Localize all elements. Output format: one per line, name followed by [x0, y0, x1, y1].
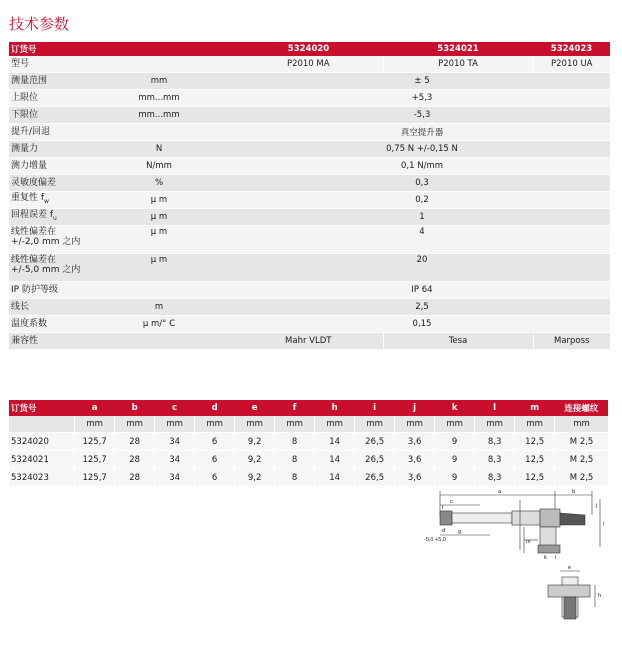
dims-units-row: [9, 416, 608, 433]
spec-row: [9, 192, 610, 209]
row-value: 0,1 N/mm: [234, 158, 610, 175]
dims-header-cell: m: [515, 400, 555, 416]
spec-row: [9, 107, 610, 124]
dims-cell: 9,2: [235, 433, 275, 451]
dims-cell: 28: [115, 469, 155, 487]
dims-header-cell: j: [395, 400, 435, 416]
spec-header-order: 订货号: [9, 42, 84, 56]
dims-unit-cell: mm: [555, 416, 608, 433]
label-b: b: [572, 489, 576, 495]
dims-cell: 26,5: [355, 469, 395, 487]
spec-row: [9, 73, 610, 90]
dims-cell: 12,5: [515, 451, 555, 469]
page-title: 技术参数: [9, 15, 70, 33]
row-label: 型号: [9, 56, 84, 73]
row-unit: [84, 333, 234, 350]
label-k: k: [544, 555, 547, 561]
dims-cell: 125,7: [75, 451, 115, 469]
dims-header-cell: d: [195, 400, 235, 416]
dims-cell: 14: [315, 433, 355, 451]
dims-unit-cell: mm: [475, 416, 515, 433]
label-f: f: [442, 505, 444, 511]
dims-unit-cell: mm: [355, 416, 395, 433]
dims-header-cell: b: [115, 400, 155, 416]
spec-row: [9, 226, 610, 254]
dims-cell: 8: [275, 469, 315, 487]
dims-cell: 5324023: [9, 469, 75, 487]
dims-unit-cell: mm: [435, 416, 475, 433]
row-label: 下限位: [9, 107, 84, 124]
dims-header-row: [9, 400, 608, 416]
dims-unit-cell: mm: [155, 416, 195, 433]
table-row: [9, 433, 608, 451]
row-value: 真空提升器: [234, 124, 610, 141]
dims-cell: 8: [275, 433, 315, 451]
model-3: P2010 UA: [533, 56, 610, 73]
spec-header-col2: 5324021: [383, 42, 533, 56]
row-label: 兼容性: [9, 333, 84, 350]
dims-unit-cell: mm: [75, 416, 115, 433]
spec-row: [9, 175, 610, 192]
row-value: 1: [234, 209, 610, 226]
dims-cell: 26,5: [355, 451, 395, 469]
row-label: 重复性 $f_w$: [9, 192, 84, 209]
row-value: ± 5: [234, 73, 610, 90]
dims-unit-cell: mm: [115, 416, 155, 433]
row-label: 测量力: [9, 141, 84, 158]
spec-row-model: [9, 56, 610, 73]
spec-row: [9, 90, 610, 107]
label-e: e: [568, 565, 572, 571]
row-unit: μ m: [84, 254, 234, 282]
dims-cell: 8,3: [475, 451, 515, 469]
dims-header-cell: 订货号: [9, 400, 75, 416]
dims-header-cell: e: [235, 400, 275, 416]
row-value: 2,5: [234, 299, 610, 316]
row-value: 20: [234, 254, 610, 282]
dims-unit-cell: mm: [515, 416, 555, 433]
spec-header-col3: 5324023: [533, 42, 610, 56]
row-label: IP 防护等级: [9, 282, 84, 299]
row-label: 线性偏差在 +/-5,0 mm 之内: [9, 254, 84, 282]
dims-cell: 8,3: [475, 433, 515, 451]
spec-row: [9, 282, 610, 299]
dims-header-cell: k: [435, 400, 475, 416]
dims-cell: 8,3: [475, 469, 515, 487]
row-unit: [84, 282, 234, 299]
row-unit: μ m: [84, 192, 234, 209]
label-l: l: [555, 555, 557, 561]
label-h: h: [598, 593, 602, 599]
dims-cell: 34: [155, 451, 195, 469]
label-a: a: [498, 489, 502, 495]
row-label: 提升/回退: [9, 124, 84, 141]
row-label: 测力增量: [9, 158, 84, 175]
dims-header-cell: a: [75, 400, 115, 416]
dims-unit-cell: mm: [195, 416, 235, 433]
row-unit: m: [84, 299, 234, 316]
dims-cell: M 2,5: [555, 469, 608, 487]
dims-cell: 125,7: [75, 469, 115, 487]
row-label: 上限位: [9, 90, 84, 107]
row-label: 测量范围: [9, 73, 84, 90]
spec-row: [9, 316, 610, 333]
table-row: [9, 451, 608, 469]
dims-unit-cell: [9, 416, 75, 433]
row-label: 回程误差 $f_u$: [9, 209, 84, 226]
dims-unit-cell: mm: [235, 416, 275, 433]
dims-cell: 5324021: [9, 451, 75, 469]
spec-header-unit: [84, 42, 234, 56]
row-label: 灵敏度偏差: [9, 175, 84, 192]
dims-cell: 9: [435, 451, 475, 469]
row-unit: [84, 124, 234, 141]
label-m: m: [526, 539, 531, 545]
row-label: 线性偏差在 +/-2,0 mm 之内: [9, 226, 84, 254]
dims-cell: 34: [155, 433, 195, 451]
row-label: 线长: [9, 299, 84, 316]
label-range: -5,0 +5,0: [424, 537, 446, 543]
dims-cell: 9: [435, 469, 475, 487]
row-unit: %: [84, 175, 234, 192]
row-unit: mm...mm: [84, 90, 234, 107]
spec-table: [9, 42, 610, 350]
dims-cell: 5324020: [9, 433, 75, 451]
dims-cell: 28: [115, 451, 155, 469]
row-value: -5,3: [234, 107, 610, 124]
dims-cell: 8: [275, 451, 315, 469]
row-label: 温度系数: [9, 316, 84, 333]
dims-cell: 14: [315, 469, 355, 487]
row-value: +5,3: [234, 90, 610, 107]
row-unit: μ m: [84, 209, 234, 226]
compat-3: Marposs: [533, 333, 610, 350]
dims-cell: 3,6: [395, 469, 435, 487]
row-unit: mm...mm: [84, 107, 234, 124]
compat-2: Tesa: [383, 333, 533, 350]
dims-header-cell: i: [355, 400, 395, 416]
row-value: 4: [234, 226, 610, 254]
spec-header-row: [9, 42, 610, 56]
row-value: 0,2: [234, 192, 610, 209]
label-c: c: [450, 499, 453, 505]
dims-header-cell: l: [475, 400, 515, 416]
label-g: g: [458, 529, 462, 535]
spec-row: [9, 209, 610, 226]
dims-cell: 6: [195, 433, 235, 451]
dims-cell: 9,2: [235, 451, 275, 469]
dims-cell: 34: [155, 469, 195, 487]
row-value: 0,75 N +/-0,15 N: [234, 141, 610, 158]
dims-cell: M 2,5: [555, 433, 608, 451]
dims-cell: 14: [315, 451, 355, 469]
row-value: IP 64: [234, 282, 610, 299]
row-unit: mm: [84, 73, 234, 90]
dims-cell: 3,6: [395, 451, 435, 469]
dims-header-cell: 连接螺纹: [555, 400, 608, 416]
dims-cell: 9: [435, 433, 475, 451]
model-2: P2010 TA: [383, 56, 533, 73]
dims-cell: M 2,5: [555, 451, 608, 469]
probe-dimension-drawing: [420, 485, 610, 630]
spec-row: [9, 124, 610, 141]
spec-row: [9, 254, 610, 282]
model-1: P2010 MA: [234, 56, 383, 73]
dims-cell: 28: [115, 433, 155, 451]
spec-row: [9, 158, 610, 175]
dims-unit-cell: mm: [315, 416, 355, 433]
dimension-table: [9, 400, 608, 486]
dims-cell: 12,5: [515, 469, 555, 487]
label-d: d: [442, 528, 446, 534]
dims-cell: 9,2: [235, 469, 275, 487]
label-j: j: [596, 503, 598, 509]
spec-header-col1: 5324020: [234, 42, 383, 56]
dims-header-cell: f: [275, 400, 315, 416]
dims-cell: 3,6: [395, 433, 435, 451]
dims-cell: 125,7: [75, 433, 115, 451]
compat-1: Mahr VLDT: [234, 333, 383, 350]
row-unit: μ m/° C: [84, 316, 234, 333]
dims-unit-cell: mm: [395, 416, 435, 433]
dims-cell: 6: [195, 469, 235, 487]
spec-row-compat: [9, 333, 610, 350]
table-row: [9, 469, 608, 487]
row-unit: μ m: [84, 226, 234, 254]
row-unit: [84, 56, 234, 73]
spec-row: [9, 299, 610, 316]
row-value: 0,3: [234, 175, 610, 192]
row-value: 0,15: [234, 316, 610, 333]
dims-header-cell: c: [155, 400, 195, 416]
dims-unit-cell: mm: [275, 416, 315, 433]
dims-cell: 26,5: [355, 433, 395, 451]
dims-cell: 12,5: [515, 433, 555, 451]
row-unit: N/mm: [84, 158, 234, 175]
label-i: i: [603, 521, 605, 527]
row-unit: N: [84, 141, 234, 158]
spec-row: [9, 141, 610, 158]
dims-cell: 6: [195, 451, 235, 469]
dims-header-cell: h: [315, 400, 355, 416]
